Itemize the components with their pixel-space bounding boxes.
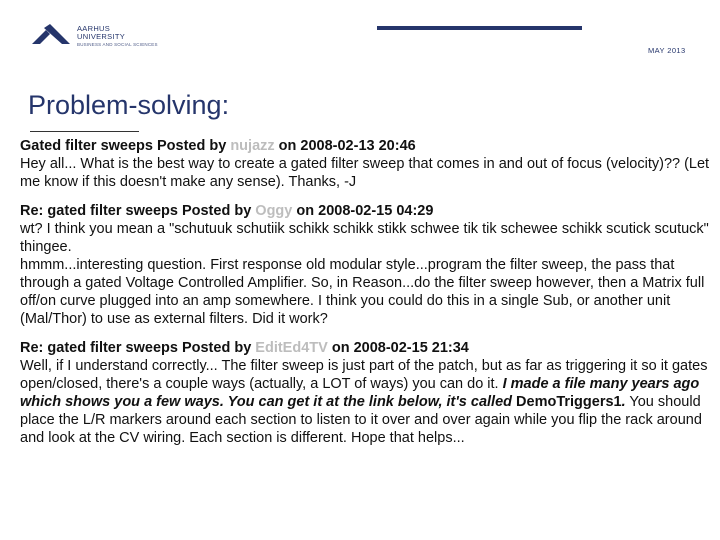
forum-thread bbox=[20, 137, 716, 458]
forum-post bbox=[20, 137, 716, 191]
post-date: on 2008-02-15 21:34 bbox=[327, 340, 469, 356]
post-body-emphasis-end: . bbox=[621, 394, 626, 410]
post-author-link[interactable]: nujazz bbox=[230, 138, 275, 154]
post-body: Hey all... What is the best way to create a gated filter sweep that comes in and out of focus (velocity)?? (Let me know if this doesn't make any sense). Thanks, -J bbox=[20, 156, 710, 190]
post-author-link[interactable]: EditEd4TV bbox=[255, 340, 328, 356]
post-header bbox=[20, 137, 716, 155]
post-body-text: Well, if I understand correctly... The filter sweep is just part of the patch, but as far as triggering it so it gates open/closed, there's a couple ways (actually, a LOT of ways) you can do it. bbox=[20, 358, 708, 392]
date-label: MAY 2013 bbox=[648, 46, 686, 55]
post-body-emphasis: I made a file many years ago which shows you a few ways. You can get it at the link below, it's called bbox=[20, 376, 700, 410]
post-body-continued: hmmm...interesting question. First response old modular style...program the filter sweep, the pass that through a gated Voltage Controlled Amplifier. So, in Reason...do the filter sweep however, then a Matrix full off/on curve plugged into an amp somewhere. I think you could do this in a single Sub, or another unit (Mal/Thor) to use as external filters. Did it work? bbox=[20, 257, 705, 327]
logo-line-2: UNIVERSITY bbox=[77, 32, 126, 41]
logo-line-1: AARHUS bbox=[77, 24, 111, 33]
post-header bbox=[20, 202, 716, 220]
university-logo bbox=[30, 24, 158, 48]
post-date: on 2008-02-13 20:46 bbox=[274, 138, 416, 154]
post-title: Re: gated filter sweeps Posted by bbox=[20, 340, 256, 356]
aarhus-logo-icon bbox=[30, 24, 72, 46]
post-body bbox=[20, 357, 716, 447]
logo-text bbox=[77, 25, 158, 48]
forum-post bbox=[20, 202, 716, 328]
post-body: wt? I think you mean a "schutuuk schutiik schikk schikk stikk schwee tik tik schewee schikk scutick scutuck" thingee. bbox=[20, 221, 709, 255]
post-file-name: DemoTriggers1 bbox=[516, 394, 622, 410]
logo-line-3: BUSINESS AND SOCIAL SCIENCES bbox=[77, 42, 158, 47]
post-title: Re: gated filter sweeps Posted by bbox=[20, 203, 256, 219]
forum-post bbox=[20, 339, 716, 447]
page-title: Problem-solving: bbox=[28, 90, 230, 120]
post-body-text-end: You should place the L/R markers around each section to listen to it over and over again while you flip the rack around and look at the CV wiring. Each section is different. Hope that helps... bbox=[20, 394, 702, 446]
post-date: on 2008-02-15 04:29 bbox=[292, 203, 434, 219]
title-underline bbox=[30, 131, 139, 132]
header-bar bbox=[377, 26, 582, 30]
post-title: Gated filter sweeps Posted by bbox=[20, 138, 231, 154]
post-header bbox=[20, 339, 716, 357]
post-author-link[interactable]: Oggy bbox=[255, 203, 293, 219]
